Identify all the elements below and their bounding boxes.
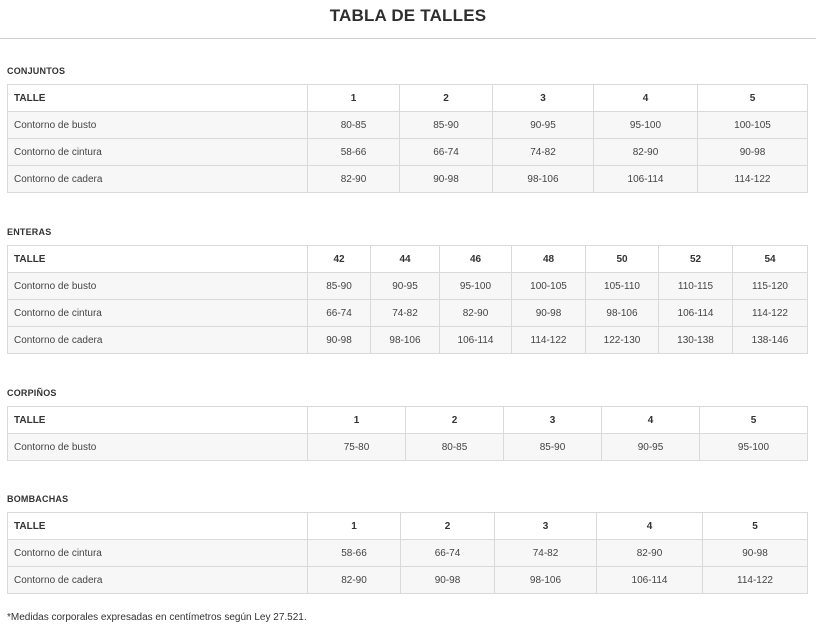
table-cell: 114-122 <box>512 327 586 354</box>
table-cell: 85-90 <box>308 273 371 300</box>
table-cell: 98-106 <box>371 327 440 354</box>
table-row <box>8 434 808 461</box>
section-title: CORPIÑOS <box>7 388 57 398</box>
row-label: Contorno de busto <box>8 434 308 461</box>
row-label: Contorno de cintura <box>8 139 308 166</box>
section-title: BOMBACHAS <box>7 494 69 504</box>
header-cell: TALLE <box>8 513 308 540</box>
table-cell: 74-82 <box>371 300 440 327</box>
table-cell: 74-82 <box>495 540 597 567</box>
header-cell: 1 <box>308 513 401 540</box>
section-enteras <box>7 225 807 354</box>
table-cell: 138-146 <box>733 327 808 354</box>
table-cell: 90-98 <box>400 166 493 193</box>
table-row <box>8 327 808 354</box>
header-cell: 1 <box>308 407 406 434</box>
header-cell: TALLE <box>8 85 308 112</box>
table-cell: 98-106 <box>495 567 597 594</box>
row-label: Contorno de cadera <box>8 166 308 193</box>
table-cell: 110-115 <box>659 273 733 300</box>
section-title: CONJUNTOS <box>7 66 66 76</box>
table-cell: 106-114 <box>597 567 703 594</box>
table-row <box>8 139 808 166</box>
size-table-corpinos <box>7 406 808 461</box>
table-cell: 130-138 <box>659 327 733 354</box>
table-cell: 80-85 <box>406 434 504 461</box>
header-cell: 3 <box>495 513 597 540</box>
table-cell: 85-90 <box>400 112 493 139</box>
row-label: Contorno de cintura <box>8 300 308 327</box>
table-cell: 66-74 <box>308 300 371 327</box>
table-cell: 106-114 <box>440 327 512 354</box>
header-cell: 1 <box>308 85 400 112</box>
page-title: TABLA DE TALLES <box>329 6 487 25</box>
table-cell: 100-105 <box>512 273 586 300</box>
table-row <box>8 300 808 327</box>
row-label: Contorno de cadera <box>8 327 308 354</box>
table-cell: 90-98 <box>698 139 808 166</box>
table-cell: 82-90 <box>308 567 401 594</box>
header-cell: 54 <box>733 246 808 273</box>
table-header-row <box>8 513 808 540</box>
section-conjuntos <box>7 64 807 193</box>
table-cell: 66-74 <box>400 139 493 166</box>
header-cell: 5 <box>700 407 808 434</box>
table-header-row <box>8 246 808 273</box>
header-cell: 4 <box>597 513 703 540</box>
table-cell: 90-98 <box>703 540 808 567</box>
header-cell: 48 <box>512 246 586 273</box>
header-cell: 2 <box>406 407 504 434</box>
row-label: Contorno de cadera <box>8 567 308 594</box>
table-cell: 90-95 <box>493 112 594 139</box>
table-cell: 58-66 <box>308 139 400 166</box>
table-cell: 90-98 <box>512 300 586 327</box>
header-cell: 5 <box>703 513 808 540</box>
header-cell: 2 <box>400 85 493 112</box>
footnote: *Medidas corporales expresadas en centímetros según Ley 27.521. <box>7 612 307 623</box>
table-cell: 90-95 <box>602 434 700 461</box>
table-cell: 95-100 <box>700 434 808 461</box>
table-row <box>8 540 808 567</box>
section-title: ENTERAS <box>7 227 52 237</box>
table-cell: 80-85 <box>308 112 400 139</box>
table-cell: 82-90 <box>594 139 698 166</box>
header-cell: 4 <box>602 407 700 434</box>
table-cell: 114-122 <box>733 300 808 327</box>
table-cell: 95-100 <box>594 112 698 139</box>
title-bar <box>0 0 816 39</box>
table-cell: 98-106 <box>493 166 594 193</box>
table-row <box>8 567 808 594</box>
table-cell: 82-90 <box>308 166 400 193</box>
section-bombachas <box>7 492 807 594</box>
table-cell: 114-122 <box>698 166 808 193</box>
table-cell: 82-90 <box>440 300 512 327</box>
table-cell: 114-122 <box>703 567 808 594</box>
table-cell: 106-114 <box>594 166 698 193</box>
header-cell: 52 <box>659 246 733 273</box>
header-cell: 42 <box>308 246 371 273</box>
table-cell: 90-98 <box>401 567 495 594</box>
table-row <box>8 166 808 193</box>
table-cell: 82-90 <box>597 540 703 567</box>
header-cell: 44 <box>371 246 440 273</box>
table-cell: 122-130 <box>586 327 659 354</box>
size-table-bombachas <box>7 512 808 594</box>
table-cell: 100-105 <box>698 112 808 139</box>
header-cell: TALLE <box>8 407 308 434</box>
row-label: Contorno de busto <box>8 273 308 300</box>
table-cell: 115-120 <box>733 273 808 300</box>
table-cell: 90-95 <box>371 273 440 300</box>
table-header-row <box>8 85 808 112</box>
table-cell: 66-74 <box>401 540 495 567</box>
header-cell: 3 <box>504 407 602 434</box>
header-cell: 3 <box>493 85 594 112</box>
table-row <box>8 112 808 139</box>
header-cell: 4 <box>594 85 698 112</box>
size-table-enteras <box>7 245 808 354</box>
size-table-conjuntos <box>7 84 808 193</box>
header-cell: 46 <box>440 246 512 273</box>
table-row <box>8 273 808 300</box>
row-label: Contorno de busto <box>8 112 308 139</box>
table-cell: 75-80 <box>308 434 406 461</box>
table-cell: 85-90 <box>504 434 602 461</box>
table-cell: 90-98 <box>308 327 371 354</box>
header-cell: 5 <box>698 85 808 112</box>
header-cell: 50 <box>586 246 659 273</box>
header-cell: 2 <box>401 513 495 540</box>
row-label: Contorno de cintura <box>8 540 308 567</box>
table-cell: 106-114 <box>659 300 733 327</box>
table-cell: 105-110 <box>586 273 659 300</box>
table-cell: 98-106 <box>586 300 659 327</box>
table-cell: 58-66 <box>308 540 401 567</box>
header-cell: TALLE <box>8 246 308 273</box>
table-cell: 74-82 <box>493 139 594 166</box>
table-header-row <box>8 407 808 434</box>
section-corpinos <box>7 386 807 461</box>
table-cell: 95-100 <box>440 273 512 300</box>
